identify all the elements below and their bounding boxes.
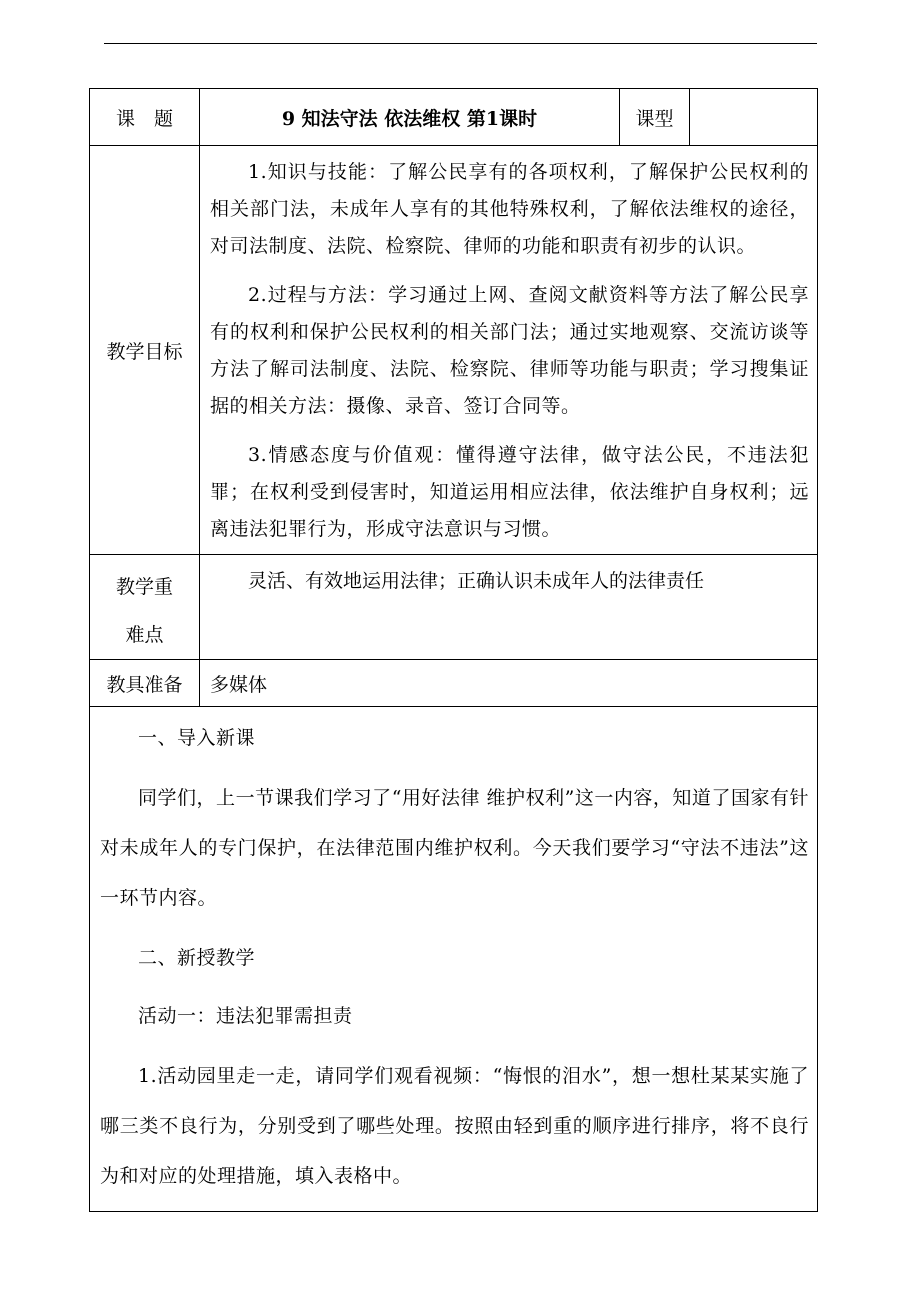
process-content [90, 707, 818, 1212]
activity1-text: 1.活动园里走一走，请同学们观看视频：“悔恨的泪水”，想一想杜某某实施了哪三类不良行为，分别受到了哪些处理。按照由轻到重的顺序进行排序，将不良行为和对应的处理措施，填入表格中。 [100, 1065, 809, 1187]
course-type-value [690, 89, 818, 146]
title-row [90, 89, 818, 146]
process-row [90, 707, 818, 1212]
key-difficult-row [90, 555, 818, 660]
goal-item-process: 2.过程与方法：学习通过上网、查阅文献资料等方法了解公民享有的权利和保护公民权利的相关部门法；通过实地观察、交流访谈等方法了解司法制度、法院、检察院、律师等功能与职责；学习搜集证据的相关方法：摄像、录音、签订合同等。 [210, 284, 809, 417]
course-type-label: 课型 [620, 89, 690, 146]
section-new-title: 二、新授教学 [138, 947, 256, 969]
tools-value: 多媒体 [200, 660, 818, 707]
goals-label: 教学目标 [90, 146, 200, 555]
goals-content [200, 146, 818, 555]
goal-item-attitude: 3.情感态度与价值观：懂得遵守法律，做守法公民，不违法犯罪；在权利受到侵害时，知道运用相应法律，依法维护自身权利；远离违法犯罪行为，形成守法意识与习惯。 [210, 444, 809, 540]
key-difficult-label-line2: 难点 [125, 624, 164, 646]
header-rule [104, 43, 817, 44]
section-intro-title: 一、导入新课 [138, 727, 256, 749]
key-difficult-label [90, 555, 200, 660]
goals-row [90, 146, 818, 555]
course-title: 9 知法守法 依法维权 第1课时 [200, 89, 620, 146]
goal-item-knowledge: 1.知识与技能：了解公民享有的各项权利，了解保护公民权利的相关部门法，未成年人享有的其他特殊权利，了解依法维权的途径，对司法制度、法院、检察院、律师的功能和职责有初步的认识。 [210, 161, 809, 257]
tools-label: 教具准备 [90, 660, 200, 707]
tools-row [90, 660, 818, 707]
activity1-title: 活动一：违法犯罪需担责 [138, 1005, 353, 1027]
lesson-plan-table [89, 88, 818, 1212]
topic-label: 课 题 [90, 89, 200, 146]
section-intro-text: 同学们，上一节课我们学习了“用好法律 维护权利”这一内容，知道了国家有针对未成年人的专门保护，在法律范围内维护权利。今天我们要学习“守法不违法”这一环节内容。 [100, 787, 809, 909]
key-difficult-label-line1: 教学重 [115, 576, 173, 598]
key-difficult-text: 灵活、有效地运用法律；正确认识未成年人的法律责任 [200, 555, 818, 660]
